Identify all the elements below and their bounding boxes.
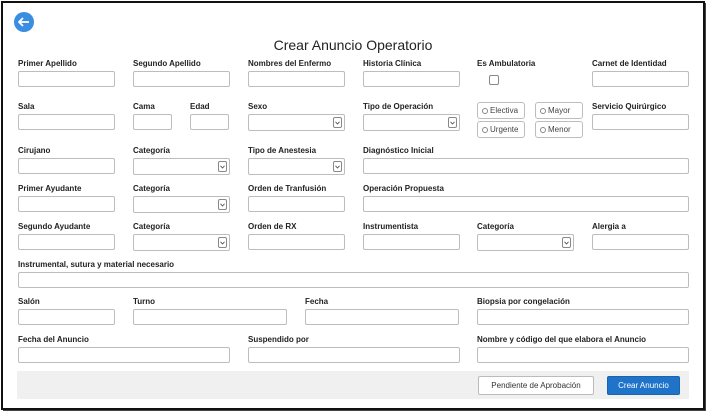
arrow-left-icon xyxy=(18,17,30,27)
tipo-operacion-select[interactable] xyxy=(363,114,460,131)
crear-anuncio-button[interactable]: Crear Anuncio xyxy=(607,376,680,395)
chevron-down-icon xyxy=(448,117,457,128)
radio-circle-icon xyxy=(482,127,488,133)
turno-input[interactable] xyxy=(133,309,287,325)
chevron-down-icon xyxy=(218,199,227,210)
diagnostico-inicial-label: Diagnóstico Inicial xyxy=(363,146,434,155)
electiva-radio[interactable] xyxy=(477,102,525,119)
nombre-codigo-label: Nombre y código del que elabora el Anuncio xyxy=(477,335,647,344)
tipo-anestesia-label: Tipo de Anestesia xyxy=(248,146,317,155)
sexo-label: Sexo xyxy=(248,102,268,111)
segundo-ayudante-label: Segundo Ayudante xyxy=(18,222,91,231)
mayor-radio[interactable] xyxy=(535,102,583,119)
menor-radio[interactable] xyxy=(535,121,583,138)
sala-label: Sala xyxy=(18,102,35,111)
instrumentista-label: Instrumentista xyxy=(363,222,419,231)
alergia-label: Alergia a xyxy=(592,222,626,231)
chevron-down-icon xyxy=(218,161,227,172)
segundo-ayudante-categoria-select[interactable] xyxy=(133,234,230,251)
biopsia-input[interactable] xyxy=(477,309,689,325)
primer-apellido-input[interactable] xyxy=(18,71,115,87)
chevron-down-icon xyxy=(218,237,227,248)
alergia-input[interactable] xyxy=(592,234,689,250)
form-window xyxy=(1,1,705,410)
segundo-apellido-label: Segundo Apellido xyxy=(133,59,201,68)
cama-input[interactable] xyxy=(133,114,172,130)
radio-circle-icon xyxy=(540,108,546,114)
chevron-down-icon xyxy=(333,117,342,128)
chevron-down-icon xyxy=(562,237,571,248)
cirujano-input[interactable] xyxy=(18,158,115,174)
es-ambulatoria-checkbox[interactable] xyxy=(489,75,499,85)
primer-ayudante-input[interactable] xyxy=(18,196,115,212)
sexo-select[interactable] xyxy=(248,114,345,131)
carnet-identidad-label: Carnet de Identidad xyxy=(592,59,667,68)
pendiente-aprobacion-button[interactable]: Pendiente de Aprobación xyxy=(478,376,594,395)
segundo-ayudante-categoria-label: Categoría xyxy=(133,222,170,231)
cirujano-categoria-select[interactable] xyxy=(133,158,230,175)
fecha-anuncio-input[interactable] xyxy=(18,347,230,363)
turno-label: Turno xyxy=(133,297,156,306)
edad-input[interactable] xyxy=(190,114,229,130)
primer-ayudante-label: Primer Ayudante xyxy=(18,184,82,193)
orden-transfusion-input[interactable] xyxy=(248,196,345,212)
es-ambulatoria-label: Es Ambulatoria xyxy=(477,59,536,68)
cama-label: Cama xyxy=(133,102,155,111)
cirujano-label: Cirujano xyxy=(18,146,51,155)
chevron-down-icon xyxy=(333,161,342,172)
servicio-quirurgico-input[interactable] xyxy=(592,114,689,130)
orden-transfusion-label: Orden de Tranfusión xyxy=(248,184,327,193)
tipo-anestesia-select[interactable] xyxy=(248,158,345,175)
instrumental-label: Instrumental, sutura y material necesario xyxy=(18,260,175,269)
urgente-radio[interactable] xyxy=(477,121,525,138)
page-title: Crear Anuncio Operatorio xyxy=(273,37,433,53)
biopsia-label: Biopsia por congelación xyxy=(477,297,570,306)
historia-clinica-input[interactable] xyxy=(363,71,460,87)
primer-ayudante-categoria-select[interactable] xyxy=(133,196,230,213)
tipo-operacion-label: Tipo de Operación xyxy=(363,102,434,111)
electiva-label: Electiva xyxy=(490,106,519,115)
radio-circle-icon xyxy=(540,127,546,133)
radio-circle-icon xyxy=(482,108,488,114)
suspendido-por-input[interactable] xyxy=(248,347,460,363)
nombre-codigo-input[interactable] xyxy=(477,347,689,363)
diagnostico-inicial-input[interactable] xyxy=(363,158,689,174)
back-button[interactable] xyxy=(14,12,34,32)
instrumentista-input[interactable] xyxy=(363,234,460,250)
instrumental-input[interactable] xyxy=(18,272,689,288)
instrumentista-categoria-select[interactable] xyxy=(477,234,574,251)
orden-rx-input[interactable] xyxy=(248,234,345,250)
nombres-enfermo-input[interactable] xyxy=(248,71,345,87)
operacion-propuesta-label: Operación Propuesta xyxy=(363,184,444,193)
sala-input[interactable] xyxy=(18,114,115,130)
urgente-label: Urgente xyxy=(490,125,519,134)
operacion-propuesta-input[interactable] xyxy=(363,196,689,212)
fecha-input[interactable] xyxy=(305,309,459,325)
menor-label: Menor xyxy=(548,125,571,134)
edad-label: Edad xyxy=(190,102,210,111)
carnet-identidad-input[interactable] xyxy=(592,71,689,87)
salon-label: Salón xyxy=(18,297,40,306)
primer-ayudante-categoria-label: Categoría xyxy=(133,184,170,193)
cirujano-categoria-label: Categoría xyxy=(133,146,170,155)
mayor-label: Mayor xyxy=(548,106,571,115)
instrumentista-categoria-label: Categoría xyxy=(477,222,514,231)
suspendido-por-label: Suspendido por xyxy=(248,335,309,344)
segundo-apellido-input[interactable] xyxy=(133,71,230,87)
salon-input[interactable] xyxy=(18,309,115,325)
segundo-ayudante-input[interactable] xyxy=(18,234,115,250)
nombres-enfermo-label: Nombres del Enfermo xyxy=(248,59,332,68)
servicio-quirurgico-label: Servicio Quirúrgico xyxy=(592,102,667,111)
fecha-anuncio-label: Fecha del Anuncio xyxy=(18,335,89,344)
orden-rx-label: Orden de RX xyxy=(248,222,297,231)
historia-clinica-label: Historia Clínica xyxy=(363,59,422,68)
fecha-label: Fecha xyxy=(305,297,329,306)
primer-apellido-label: Primer Apellido xyxy=(18,59,77,68)
